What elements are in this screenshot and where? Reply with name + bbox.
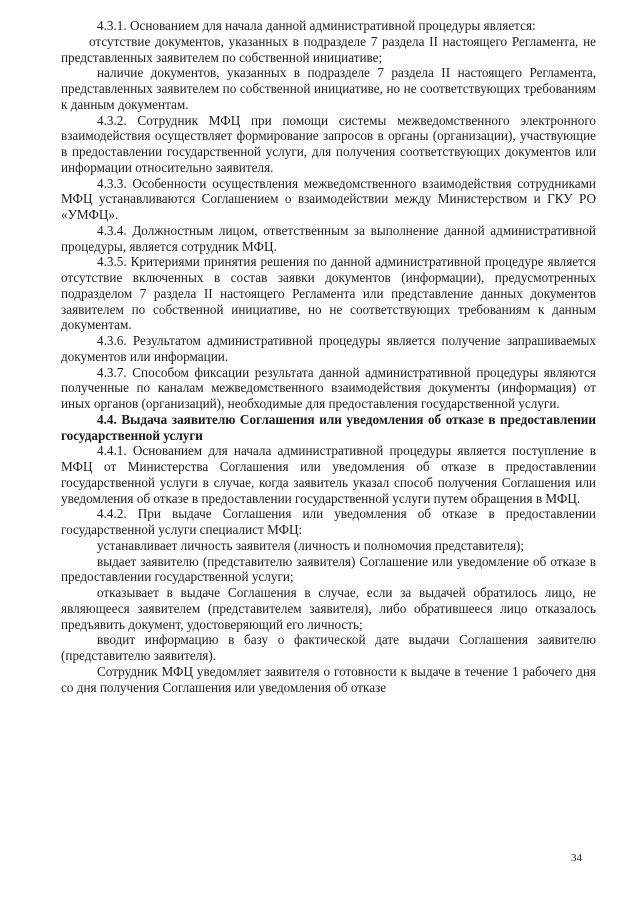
paragraph-4-3-6: 4.3.6. Результатом административной процедуры является получение запрашиваемых документов или информации.	[61, 333, 596, 364]
section-heading-4-4: 4.4. Выдача заявителю Соглашения или уведомления об отказе в предоставлении государственной услуги	[61, 411, 596, 443]
paragraph-4-3-4: 4.3.4. Должностным лицом, ответственным за выполнение данной административной процедуры, является сотрудник МФЦ.	[61, 222, 596, 254]
paragraph-4-3-2: 4.3.2. Сотрудник МФЦ при помощи системы межведомственного электронного взаимодействия осуществляет формирование запросов в органы (организации), участвующие в предоставлении государственной услуги, для получения соответствующих документов или информации относительно заявителя.	[61, 112, 596, 175]
document-body	[61, 18, 596, 695]
paragraph-4-3-7: 4.3.7. Способом фиксации результата данной административной процедуры являются полученные по каналам межведомственного взаимодействия документы (информация) от иных органов (организаций), необходимые для предоставления государственной услуги.	[61, 364, 596, 411]
paragraph-4-3-3: 4.3.3. Особенности осуществления межведомственного взаимодействия сотрудниками МФЦ устанавливаются Соглашением о взаимодействии между Министерством и ГКУ РО «УМФЦ».	[61, 175, 596, 222]
paragraph-4-3-5: 4.3.5. Критериями принятия решения по данной административной процедуре является отсутствие включенных в состав заявки документов (информации), предусмотренных подразделом 7 раздела II настоящего Регламента или представление данных документов заявителем по собственной инициативе, но не соответствующих требованиям к данным документам.	[61, 254, 596, 333]
paragraph-no-documents: отсутствие документов, указанных в подразделе 7 раздела II настоящего Регламента, не представленных заявителем по собственной инициативе;	[61, 33, 596, 65]
page-number: 34	[571, 852, 582, 864]
paragraph-identify-person: устанавливает личность заявителя (личность и полномочия представителя);	[97, 537, 525, 553]
paragraph-4-3-1: 4.3.1. Основанием для начала данной административной процедуры является:	[97, 18, 536, 33]
paragraph-notify-applicant: Сотрудник МФЦ уведомляет заявителя о готовности к выдаче в течение 1 рабочего дня со дня получения Соглашения или уведомления об отказе	[61, 663, 596, 695]
paragraph-4-4-1: 4.4.1. Основанием для начала административной процедуры является поступление в МФЦ от Министерства Соглашения или уведомления об отказе в предоставлении государственной услуги в случае, когда заявитель указал способ получения Соглашения или уведомления об отказе в предоставлении государственной услуги путем обращения в МФЦ.	[61, 443, 596, 506]
paragraph-4-4-2: 4.4.2. При выдаче Соглашения или уведомления об отказе в предоставлении государственной услуги специалист МФЦ:	[61, 506, 596, 537]
paragraph-refuse-issue: отказывает в выдаче Соглашения в случае, если за выдачей обратилось лицо, не являющееся заявителем (представителем заявителя), либо обратившееся лицо отказалось предъявить документ, удостоверяющий его личность;	[61, 585, 596, 632]
paragraph-issue-agreement: выдает заявителю (представителю заявителя) Соглашение или уведомление об отказе в предоставлении государственной услуги;	[61, 553, 596, 585]
paragraph-enter-date: вводит информацию в базу о фактической дате выдачи Соглашения заявителю (представителю заявителя).	[61, 632, 596, 663]
paragraph-has-documents: наличие документов, указанных в подразделе 7 раздела II настоящего Регламента, представленных заявителем по собственной инициативе, но не соответствующих требованиям к данным документам.	[61, 65, 596, 112]
